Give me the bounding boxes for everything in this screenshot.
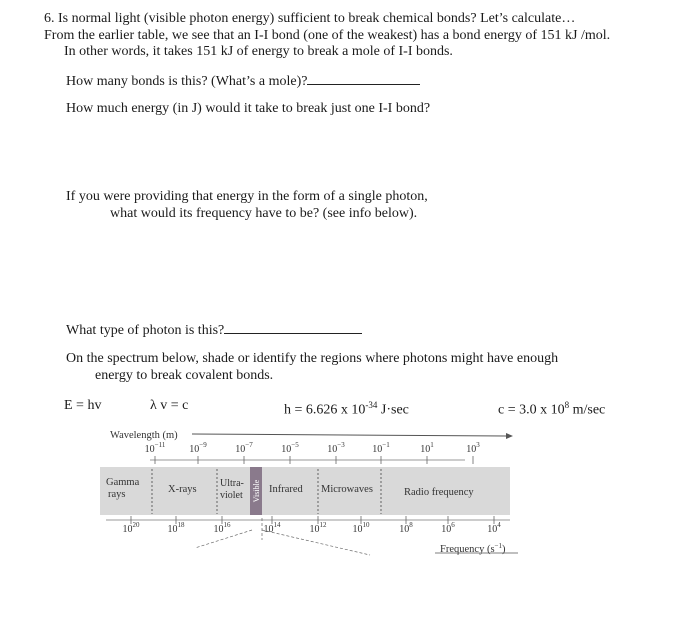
frequency-axis-label-text: Frequency (s bbox=[440, 544, 495, 555]
speed-of-light-exponent: 8 bbox=[564, 400, 570, 410]
frequency-tick-7 bbox=[441, 521, 455, 535]
region-gamma-line-2: rays bbox=[108, 489, 126, 500]
frequency-tick-exponent: 18 bbox=[177, 521, 185, 529]
wavelength-tick-exponent: 3 bbox=[476, 441, 480, 449]
wavelength-tick-base: 10 bbox=[144, 444, 155, 455]
frequency-tick-base: 10 bbox=[263, 524, 274, 535]
planck-constant-unit: J·sec bbox=[377, 402, 409, 418]
wavelength-arrow-head bbox=[506, 433, 513, 439]
wavelength-tick-7 bbox=[466, 441, 480, 455]
question-title: 6. Is normal light (visible photon energy) sufficient to break chemical bonds? Let’s calculate… bbox=[44, 11, 576, 26]
region-visible: Visible bbox=[252, 479, 261, 503]
frequency-tick-5 bbox=[353, 521, 371, 535]
region-uv-line-1: Ultra- bbox=[220, 478, 244, 489]
wavelength-tick-1 bbox=[189, 441, 207, 455]
region-xrays: X-rays bbox=[168, 484, 197, 495]
question-intro-line-1: From the earlier table, we see that an I-I bond (one of the weakest) has a bond energy of 151 kJ /mol. bbox=[44, 28, 611, 43]
region-radio: Radio frequency bbox=[404, 487, 474, 498]
wavelength-tick-base: 10 bbox=[235, 444, 246, 455]
speed-of-light-unit: m/sec bbox=[569, 402, 606, 418]
frequency-tick-base: 10 bbox=[213, 524, 224, 535]
speed-of-light-base: c = 3.0 x 10 bbox=[498, 402, 565, 418]
frequency-tick-base: 10 bbox=[441, 524, 452, 535]
formula-planck: E = hv bbox=[64, 398, 102, 413]
frequency-tick-exponent: 6 bbox=[451, 521, 455, 529]
frequency-tick-base: 10 bbox=[487, 524, 498, 535]
frequency-tick-base: 10 bbox=[167, 524, 178, 535]
region-gamma-line-1: Gamma bbox=[106, 477, 140, 488]
question-spectrum-line-2: energy to break covalent bonds. bbox=[95, 368, 274, 383]
region-uv-line-2: violet bbox=[220, 490, 243, 501]
question-photon-line-2: what would its frequency have to be? (see info below). bbox=[110, 206, 418, 221]
wavelength-tick-base: 10 bbox=[420, 444, 431, 455]
frequency-tick-base: 10 bbox=[352, 524, 363, 535]
question-intro-line-2: In other words, it takes 151 kJ of energy to break a mole of I-I bonds. bbox=[64, 44, 453, 59]
wavelength-axis-label: Wavelength (m) bbox=[110, 430, 178, 441]
question-photon-type-text: What type of photon is this? bbox=[66, 323, 225, 338]
wavelength-tick-exponent: −9 bbox=[199, 441, 207, 449]
planck-constant-exponent: -34 bbox=[365, 400, 378, 410]
frequency-tick-exponent: 4 bbox=[497, 521, 501, 529]
question-spectrum-line-1: On the spectrum below, shade or identify the regions where photons might have enough bbox=[66, 351, 559, 366]
frequency-tick-exponent: 16 bbox=[223, 521, 231, 529]
frequency-tick-exponent: 10 bbox=[362, 521, 370, 529]
wavelength-tick-6 bbox=[420, 441, 434, 455]
wavelength-tick-exponent: −11 bbox=[154, 441, 166, 449]
frequency-tick-6 bbox=[399, 521, 413, 535]
frequency-tick-base: 10 bbox=[122, 524, 133, 535]
formula-wave: λ v = c bbox=[150, 398, 189, 413]
wavelength-tick-exponent: −5 bbox=[291, 441, 299, 449]
wavelength-tick-base: 10 bbox=[466, 444, 477, 455]
frequency-tick-4 bbox=[310, 521, 328, 535]
frequency-axis-label-close: ) bbox=[501, 544, 506, 555]
frequency-tick-2 bbox=[214, 521, 232, 535]
wavelength-tick-exponent: −3 bbox=[337, 441, 345, 449]
wavelength-tick-labels bbox=[145, 441, 481, 455]
wavelength-tick-base: 10 bbox=[281, 444, 292, 455]
frequency-tick-base: 10 bbox=[309, 524, 320, 535]
question-bonds-text: How many bonds is this? (What’s a mole)? bbox=[66, 74, 308, 89]
wavelength-tick-5 bbox=[372, 441, 390, 455]
wavelength-tick-3 bbox=[281, 441, 299, 455]
frequency-axis-label-exp: −1 bbox=[494, 542, 502, 550]
wavelength-tick-2 bbox=[235, 441, 253, 455]
wavelength-tick-base: 10 bbox=[372, 444, 383, 455]
frequency-tick-base: 10 bbox=[399, 524, 410, 535]
planck-constant-base: h = 6.626 x 10 bbox=[284, 402, 366, 418]
frequency-tick-exponent: 20 bbox=[132, 521, 140, 529]
region-infrared: Infrared bbox=[269, 484, 303, 495]
frequency-tick-0 bbox=[123, 521, 141, 535]
wavelength-tick-base: 10 bbox=[327, 444, 338, 455]
frequency-tick-exponent: 12 bbox=[319, 521, 327, 529]
wavelength-tick-4 bbox=[327, 441, 345, 455]
region-microwaves: Microwaves bbox=[321, 484, 373, 495]
wavelength-tick-0 bbox=[145, 441, 166, 455]
frequency-tick-1 bbox=[168, 521, 186, 535]
frequency-tick-exponent: 14 bbox=[273, 521, 281, 529]
question-energy: How much energy (in J) would it take to break just one I-I bond? bbox=[66, 101, 431, 116]
question-photon-line-1: If you were providing that energy in the form of a single photon, bbox=[66, 189, 428, 204]
frequency-tick-8 bbox=[487, 521, 501, 535]
wavelength-axis-line bbox=[192, 434, 506, 436]
wavelength-tick-base: 10 bbox=[189, 444, 200, 455]
frequency-tick-exponent: 8 bbox=[409, 521, 413, 529]
frequency-tick-labels bbox=[123, 521, 502, 535]
wavelength-tick-exponent: −7 bbox=[245, 441, 253, 449]
wavelength-tick-exponent: 1 bbox=[430, 441, 434, 449]
frequency-tick-3 bbox=[264, 521, 282, 535]
zoom-connector-left bbox=[195, 530, 252, 548]
wavelength-tick-exponent: −1 bbox=[382, 441, 390, 449]
